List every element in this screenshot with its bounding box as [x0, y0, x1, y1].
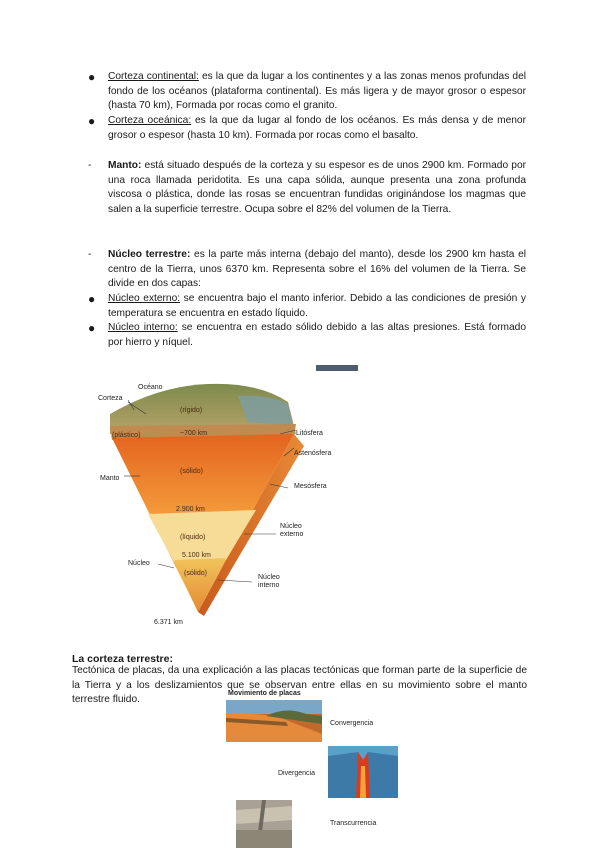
paragraph-nucleo [88, 248, 526, 292]
label-convergencia: Convergencia [330, 720, 374, 727]
term-nucleo-interno: Núcleo interno: [108, 322, 178, 333]
label-nucleo-externo: Núcleo externo [280, 523, 304, 538]
label-mesosfera: Mesósfera [294, 483, 327, 490]
label-liquido: (líquido) [180, 534, 206, 541]
dash-marker: - [88, 249, 92, 260]
label-km-centro: 6.371 km [154, 619, 183, 626]
label-litosfera: Litósfera [296, 430, 323, 437]
label-transcurrencia: Transcurrencia [330, 820, 377, 827]
label-solido-nucleo: (sólido) [184, 570, 207, 577]
earth-layers-diagram [88, 364, 380, 634]
bullet-corteza-oceanica [88, 114, 526, 143]
text-nucleo-externo: se encuentra bajo el manto inferior. Debido a las condiciones de presión y temperatura se encuentra en estado líquido. [108, 293, 526, 319]
bullet-dot: ● [88, 114, 96, 128]
bullet-dot: ● [88, 292, 96, 306]
paragraph-manto [88, 159, 526, 217]
label-solido-manto: (sólido) [180, 468, 203, 475]
text-nucleo-interno: se encuentra en estado sólido debido a las altas presiones. Está formado por hierro y níquel. [108, 322, 526, 348]
bullet-dot: ● [88, 321, 96, 335]
term-nucleo-externo: Núcleo externo: [108, 293, 181, 304]
label-nucleo-interno: Núcleo interno [258, 574, 280, 589]
label-plastico: (plástico) [112, 432, 141, 439]
term-corteza-oceanica: Corteza oceánica: [108, 115, 192, 126]
transcurrence-image [236, 800, 292, 848]
label-km700: ~700 km [180, 430, 208, 437]
label-rigido: (rígido) [180, 407, 203, 414]
text-nucleo: es la parte más interna (debajo del manto), desde los 2900 km hasta el centro de la Tierra, unos 6370 km. Representa sobre el 16% del volumen de la Tierra. Se divide en dos capas: [108, 249, 527, 290]
text-corteza-continental: es la que da lugar a los continentes y a las zonas menos profundas del fondo de los océanos (plataforma continental). Es más ligera y de mayor grosor o espesor (hasta 70 km), Formada por rocas como el granito. [108, 71, 526, 112]
text-corteza-oceanica: es la que da lugar al fondo de los océanos. Es más densa y de menor grosor o espesor (hasta 10 km). Formada por rocas como el basalto. [108, 115, 526, 141]
top-photo-strip [316, 365, 358, 371]
term-nucleo: Núcleo terrestre: [108, 249, 191, 260]
label-corteza: Corteza [98, 395, 123, 402]
label-oceano: Océano [138, 384, 163, 391]
dash-marker: - [88, 160, 92, 171]
term-corteza-continental: Corteza continental: [108, 71, 199, 82]
label-km2900: 2.900 km [176, 506, 205, 513]
bullet-dot: ● [88, 70, 96, 84]
label-nucleo: Núcleo [128, 560, 150, 567]
section-title: La corteza terrestre: [72, 653, 173, 665]
divergence-image [328, 746, 398, 798]
convergence-image [226, 700, 322, 742]
bullet-nucleo-interno [88, 321, 526, 350]
bullet-nucleo-externo [88, 292, 526, 321]
label-manto: Manto [100, 475, 120, 482]
plates-title: Movimiento de placas [228, 690, 301, 697]
label-km5100: 5.100 km [182, 552, 211, 559]
plate-movement-figure [226, 690, 396, 848]
label-divergencia: Divergencia [278, 770, 315, 777]
label-astenosfera: Astenósfera [294, 450, 332, 457]
text-manto: está situado después de la corteza y su espesor es de unos 2900 km. Formado por una roca llamada peridotita. Es una capa sólida, aunque presenta una zona profunda viscosa o plástica, donde las rosas se encuentran fundidas originándose los magmas que salen a la superficie terrestre. Ocupa sobre el 82% del volumen de la Tierra. [108, 160, 526, 215]
term-manto: Manto: [108, 160, 142, 171]
section-text: Tectónica de placas, da una explicación a las placas tectónicas que forman parte de la superficie de la Tierra y a los deslizamientos que se observan entre ellas en su movimiento sobre el manto terrestre fluido. [72, 665, 527, 706]
earth-wedge-figure [88, 364, 380, 634]
bullet-corteza-continental [88, 70, 526, 114]
